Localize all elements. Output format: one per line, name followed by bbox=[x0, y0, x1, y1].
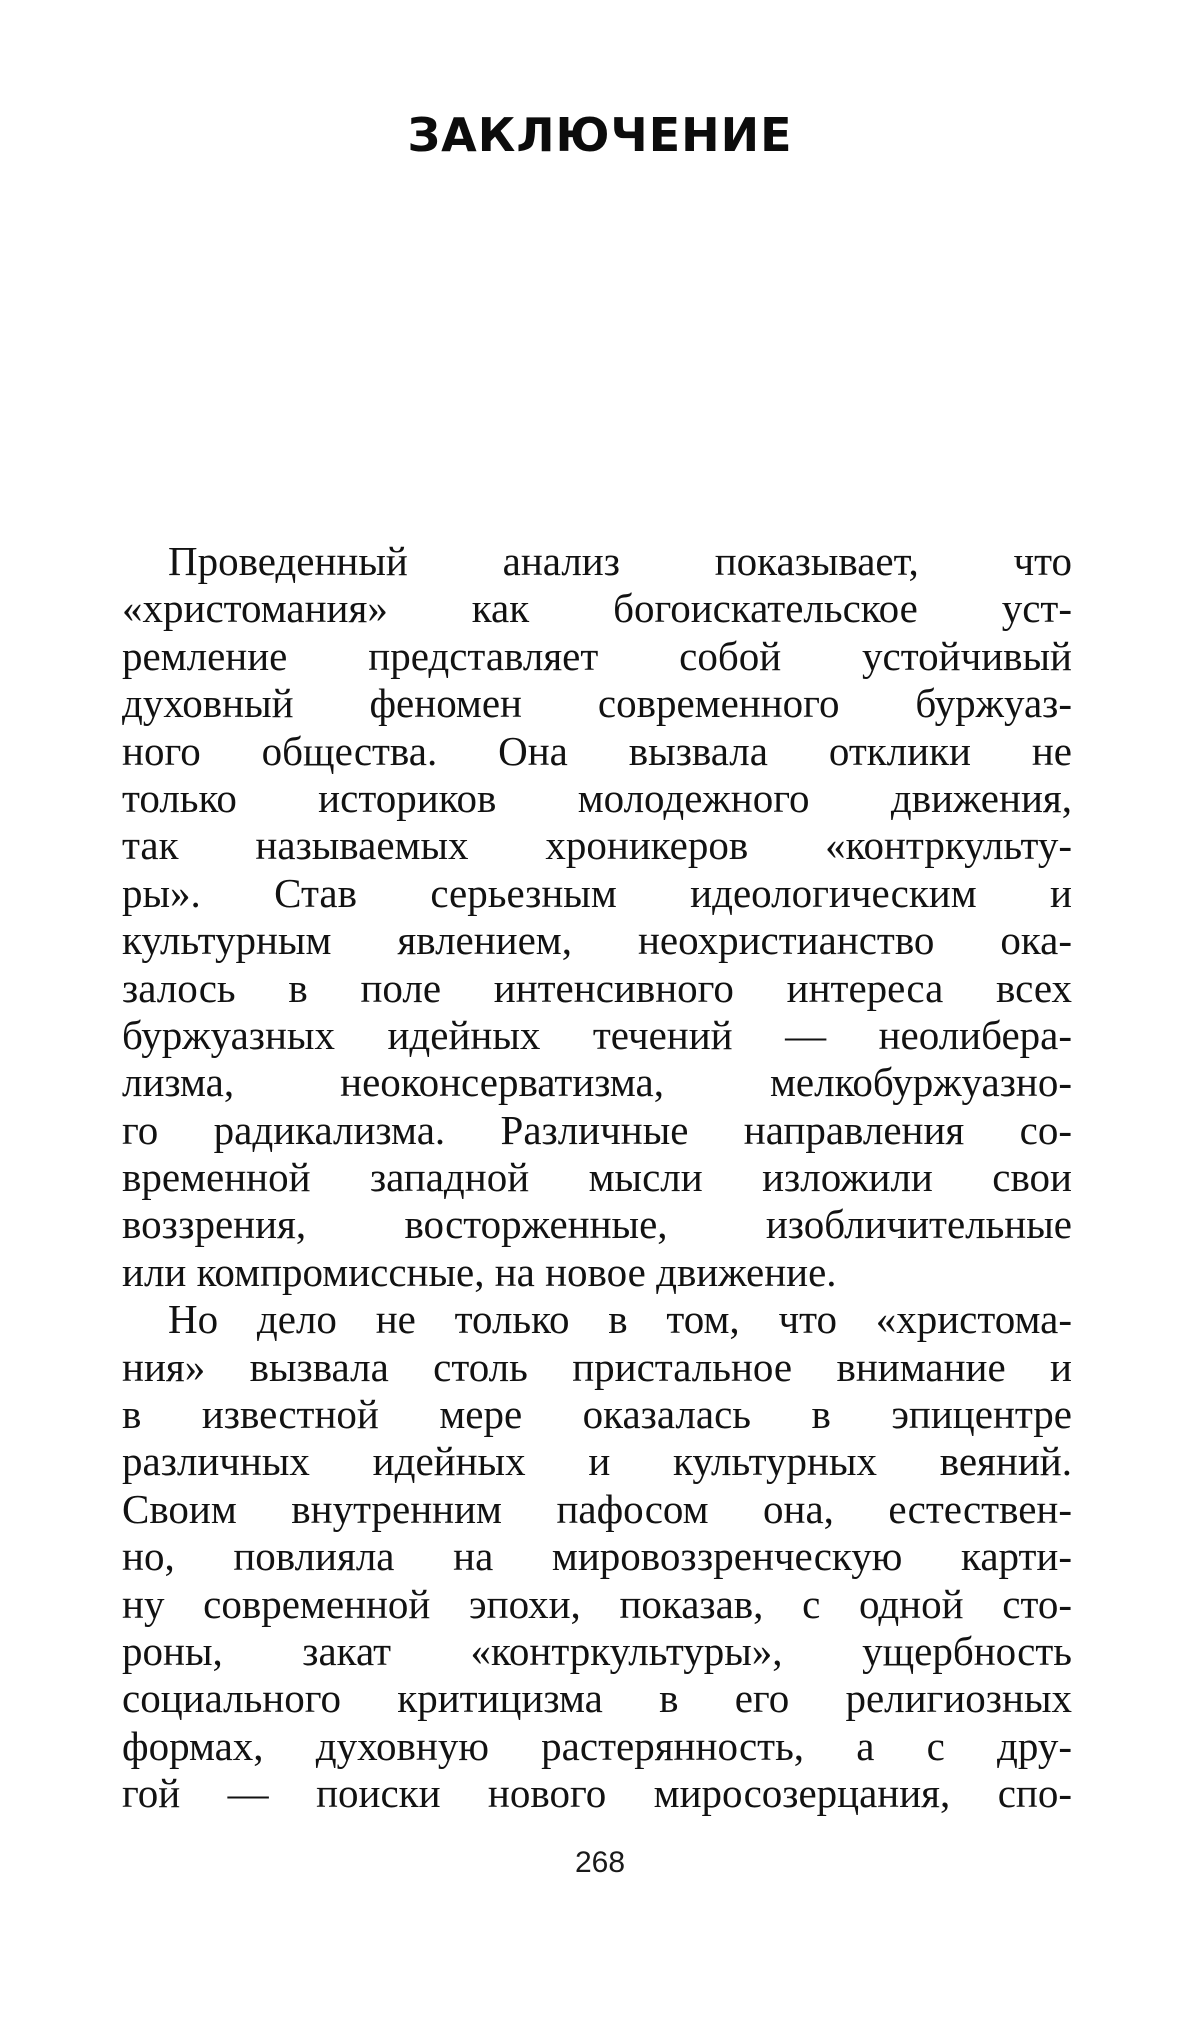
text-line: но, повлияла на мировоззренческую карти- bbox=[122, 1533, 1072, 1580]
paragraph-1 bbox=[122, 538, 1072, 1296]
text-line: го радикализма. Различные направления со- bbox=[122, 1106, 1072, 1153]
text-line: или компромиссные, на новое движение. bbox=[122, 1248, 837, 1295]
text-line: культурным явлением, неохристианство ока- bbox=[122, 917, 1072, 964]
text-line: различных идейных и культурных веяний. bbox=[122, 1438, 1072, 1485]
text-line: ну современной эпохи, показав, с одной сто- bbox=[122, 1580, 1072, 1627]
page-number: 268 bbox=[574, 1846, 626, 1879]
text-line: только историков молодежного движения, bbox=[122, 774, 1072, 821]
chapter-title: ЗАКЛЮЧЕНИЕ bbox=[407, 108, 793, 162]
text-line: духовный феномен современного буржуаз- bbox=[122, 680, 1072, 727]
text-line: лизма, неоконсерватизма, мелкобуржуазно- bbox=[122, 1059, 1072, 1106]
text-line: в известной мере оказалась в эпицентре bbox=[122, 1391, 1072, 1438]
paragraph-2 bbox=[122, 1296, 1072, 1817]
body-text bbox=[122, 538, 1072, 1818]
text-line: гой — поиски нового миросозерцания, спо- bbox=[122, 1770, 1072, 1817]
text-line: Проведенный анализ показывает, что bbox=[168, 538, 1072, 584]
text-line: воззрения, восторженные, изобличительные bbox=[122, 1201, 1072, 1248]
text-line: ремление представляет собой устойчивый bbox=[122, 632, 1072, 679]
text-line: «христомания» как богоискательское уст- bbox=[122, 585, 1072, 632]
text-line: Но дело не только в том, что «христома- bbox=[168, 1296, 1072, 1343]
text-line: залось в поле интенсивного интереса всех bbox=[122, 964, 1072, 1011]
text-line: ного общества. Она вызвала отклики не bbox=[122, 727, 1072, 774]
text-line: Своим внутренним пафосом она, естествен- bbox=[122, 1485, 1072, 1532]
text-line: буржуазных идейных течений — неолибера- bbox=[122, 1011, 1072, 1058]
text-line: так называемых хроникеров «контркульту- bbox=[122, 822, 1072, 869]
text-line: ры». Став серьезным идеологическим и bbox=[122, 869, 1072, 916]
text-line: ния» вызвала столь пристальное внимание и bbox=[122, 1343, 1072, 1390]
text-line: формах, духовную растерянность, а с дру- bbox=[122, 1722, 1072, 1769]
text-line: временной западной мысли изложили свои bbox=[122, 1154, 1072, 1201]
text-line: социального критицизма в его религиозных bbox=[122, 1675, 1072, 1722]
text-line: роны, закат «контркультуры», ущербность bbox=[122, 1627, 1072, 1674]
